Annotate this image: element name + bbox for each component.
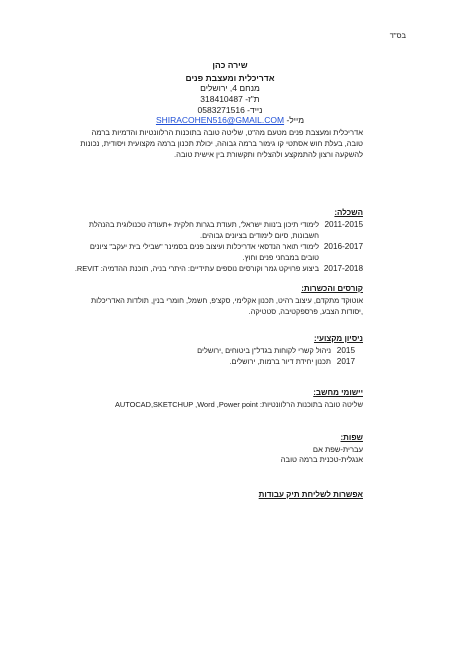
languages-section xyxy=(73,433,363,466)
language-item: אנגלית-טכנית ברמה טובה xyxy=(280,455,363,465)
email-label: מייל- xyxy=(286,115,305,126)
summary-paragraph: אדריכלית ומעצבת פנים מטעם מה"ט, שליטה טובה בתוכנות הרלוונטיות והדמיות ברמה טובה, בעלת חוש אסתטי קו גימור ברמה גבוהה, יכולת תכנון ברמה מקצועית ויסודית, נכונות להשקעה ורצון להתמקצע ולהצליח ותקשורת בין אישית טובה. xyxy=(80,128,363,159)
experience-title: ניסיון מקצועי: xyxy=(313,334,363,343)
education-item xyxy=(73,220,363,241)
courses-text: אוטוקד מתקדם, עיצוב רהיט, תכנון אקלימי, סקצ'פ, חשמל, חומרי בנין, תולדות האדריכלות ,יסודות הצבע, פרספקטיבה, סטטיקה. xyxy=(90,296,363,316)
phone: נייד- 0583271516 xyxy=(197,104,263,115)
experience-year: 2015 xyxy=(336,346,355,355)
portfolio-note: אפשרות לשליחת תיק עבודות xyxy=(258,490,363,499)
education-text: לימודי תואר הנדסאי אדריכלות ועיצוב פנים בסמינר "שבילי בית יעקב" ציונים טובים במבחני פנים וחוץ. xyxy=(89,242,319,262)
education-title: השכלה: xyxy=(334,208,363,217)
resume-header xyxy=(0,60,460,126)
education-years: 2016-2017 xyxy=(323,242,363,252)
email-row xyxy=(0,115,460,126)
education-item xyxy=(73,264,363,275)
computer-section xyxy=(73,388,363,411)
experience-section xyxy=(73,334,363,368)
education-text: לימודי תיכון ב'נוות ישראל', תעודת בגרות חלקית +תעודה טכנולוגית בהנהלת חשבונות, סיום לימודים בציונים גבוהים. xyxy=(88,220,319,240)
profession-title: אדריכלית ומעצבת פנים xyxy=(185,72,275,83)
education-years: 2011-2015 xyxy=(324,220,363,229)
languages-title: שפות: xyxy=(340,433,363,442)
education-section xyxy=(73,208,363,275)
computer-title: יישומי מחשב: xyxy=(313,388,363,397)
courses-section xyxy=(73,284,363,317)
computer-text: שליטה טובה בתוכנות הרלוונטיות: AUTOCAD,SKETCHUP ,Word ,Power point xyxy=(114,400,363,409)
education-item xyxy=(73,242,363,263)
experience-year: 2017 xyxy=(336,357,355,367)
experience-text: תכנון יחידת דיור ברמות, ירושלים. xyxy=(229,357,331,367)
experience-item xyxy=(73,346,363,356)
id-number: ת"ז- 318410487 xyxy=(200,93,260,104)
education-text: ביצוע פרויקט גמר וקורסים נוספים עתידיים: היתרי בניה, תוכנת ההדמיה: REVIT. xyxy=(74,264,319,274)
full-name: שירה כהן xyxy=(212,60,248,70)
top-mark: בס"ד xyxy=(389,31,406,40)
education-years: 2017-2018 xyxy=(323,264,363,274)
address: מנחם 4, ירושלים xyxy=(200,83,260,94)
experience-item xyxy=(73,357,363,367)
courses-title: קורסים והכשרות: xyxy=(301,284,363,293)
language-item: עברית-שפת אם xyxy=(312,445,363,454)
email-link[interactable]: SHIRACOHEN516@GMAIL.COM xyxy=(155,115,285,126)
experience-text: ניהול קשרי לקוחות בגדל"ן ביטוחים ,ירושלים xyxy=(197,346,331,355)
